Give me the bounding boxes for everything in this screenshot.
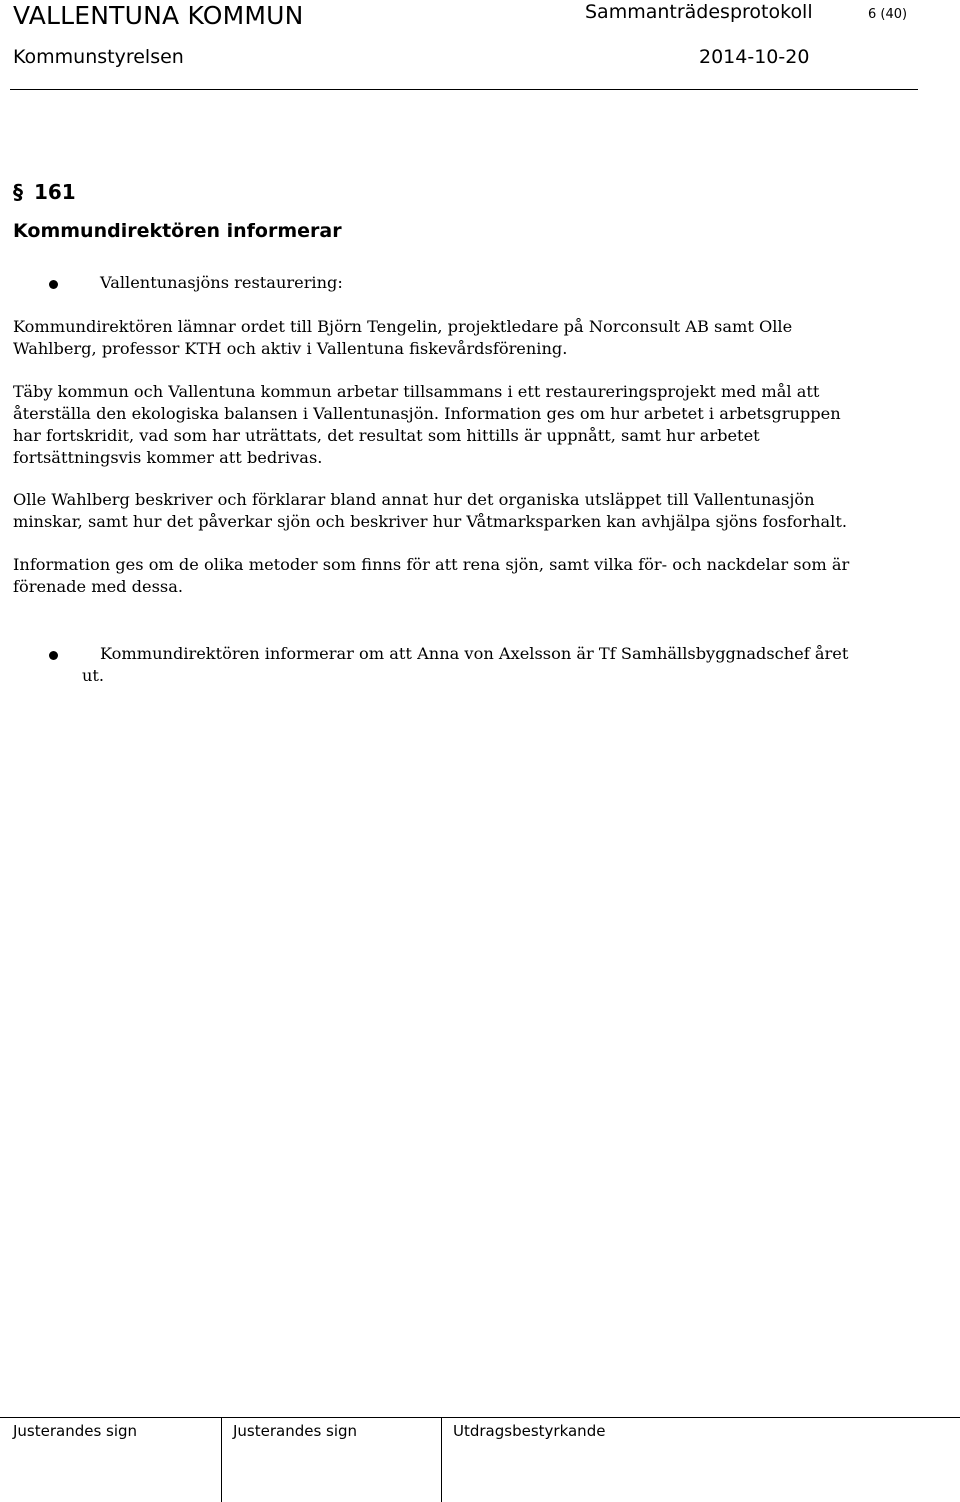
paragraph-project [13,381,913,469]
paragraph-intro [13,316,913,360]
bullet-line: Kommundirektören informerar om att Anna von Axelsson är Tf Samhällsbyggnadschef året [100,644,849,663]
signature-cell-adjuster-1: Justerandes sign [13,1422,138,1440]
paragraph-line: Kommundirektören lämnar ordet till Björn Tengelin, projektledare på Norconsult AB samt Olle [13,317,793,336]
signature-cell-adjuster-2: Justerandes sign [233,1422,358,1440]
bullet-line: ut. [82,666,105,685]
signature-table [0,1417,960,1502]
bullet-icon [49,280,58,289]
paragraph-line: Information ges om de olika metoder som finns för att rena sjön, samt vilka för- och nackdelar som är [13,555,850,574]
board-name: Kommunstyrelsen [13,46,184,68]
meeting-date: 2014-10-20 [699,46,810,68]
header-divider [10,89,918,90]
page-number: 6 (40) [868,7,908,22]
paragraph-methods [13,554,913,598]
paragraph-line: Olle Wahlberg beskriver och förklarar bland annat hur det organiska utsläppet till Vallentunasjön [13,490,815,509]
signature-cell-certification: Utdragsbestyrkande [453,1422,606,1440]
paragraph-wahlberg [13,489,913,533]
section-title: Kommundirektören informerar [13,220,342,242]
paragraph-line: förenade med dessa. [13,577,184,596]
paragraph-line: återställa den ekologiska balansen i Vallentunasjön. Information ges om hur arbetet i arbetsgruppen [13,404,841,423]
document-type: Sammanträdesprotokoll [585,1,813,23]
paragraph-symbol-icon: § [13,180,23,204]
signature-column-divider [441,1417,442,1502]
signature-column-divider [221,1417,222,1502]
organization-name: VALLENTUNA KOMMUN [13,1,304,30]
paragraph-line: minskar, samt hur det påverkar sjön och beskriver hur Våtmarksparken kan avhjälpa sjöns fosforhalt. [13,512,847,531]
section-number-value: 161 [33,180,76,204]
section-number [13,179,76,205]
bullet-item-announcement-continued [82,665,960,687]
bullet-item-announcement [100,643,960,665]
paragraph-line: har fortskridit, vad som har uträttats, det resultat som hittills är uppnått, samt hur arbetet [13,426,760,445]
paragraph-line: Täby kommun och Vallentuna kommun arbetar tillsammans i ett restaureringsprojekt med mål att [13,382,820,401]
signature-table-top-border [0,1417,960,1418]
bullet-item-restoration: Vallentunasjöns restaurering: [100,273,343,292]
bullet-icon [49,651,58,660]
paragraph-line: Wahlberg, professor KTH och aktiv i Vallentuna fiskevårdsförening. [13,339,568,358]
paragraph-line: fortsättningsvis kommer att bedrivas. [13,448,323,467]
